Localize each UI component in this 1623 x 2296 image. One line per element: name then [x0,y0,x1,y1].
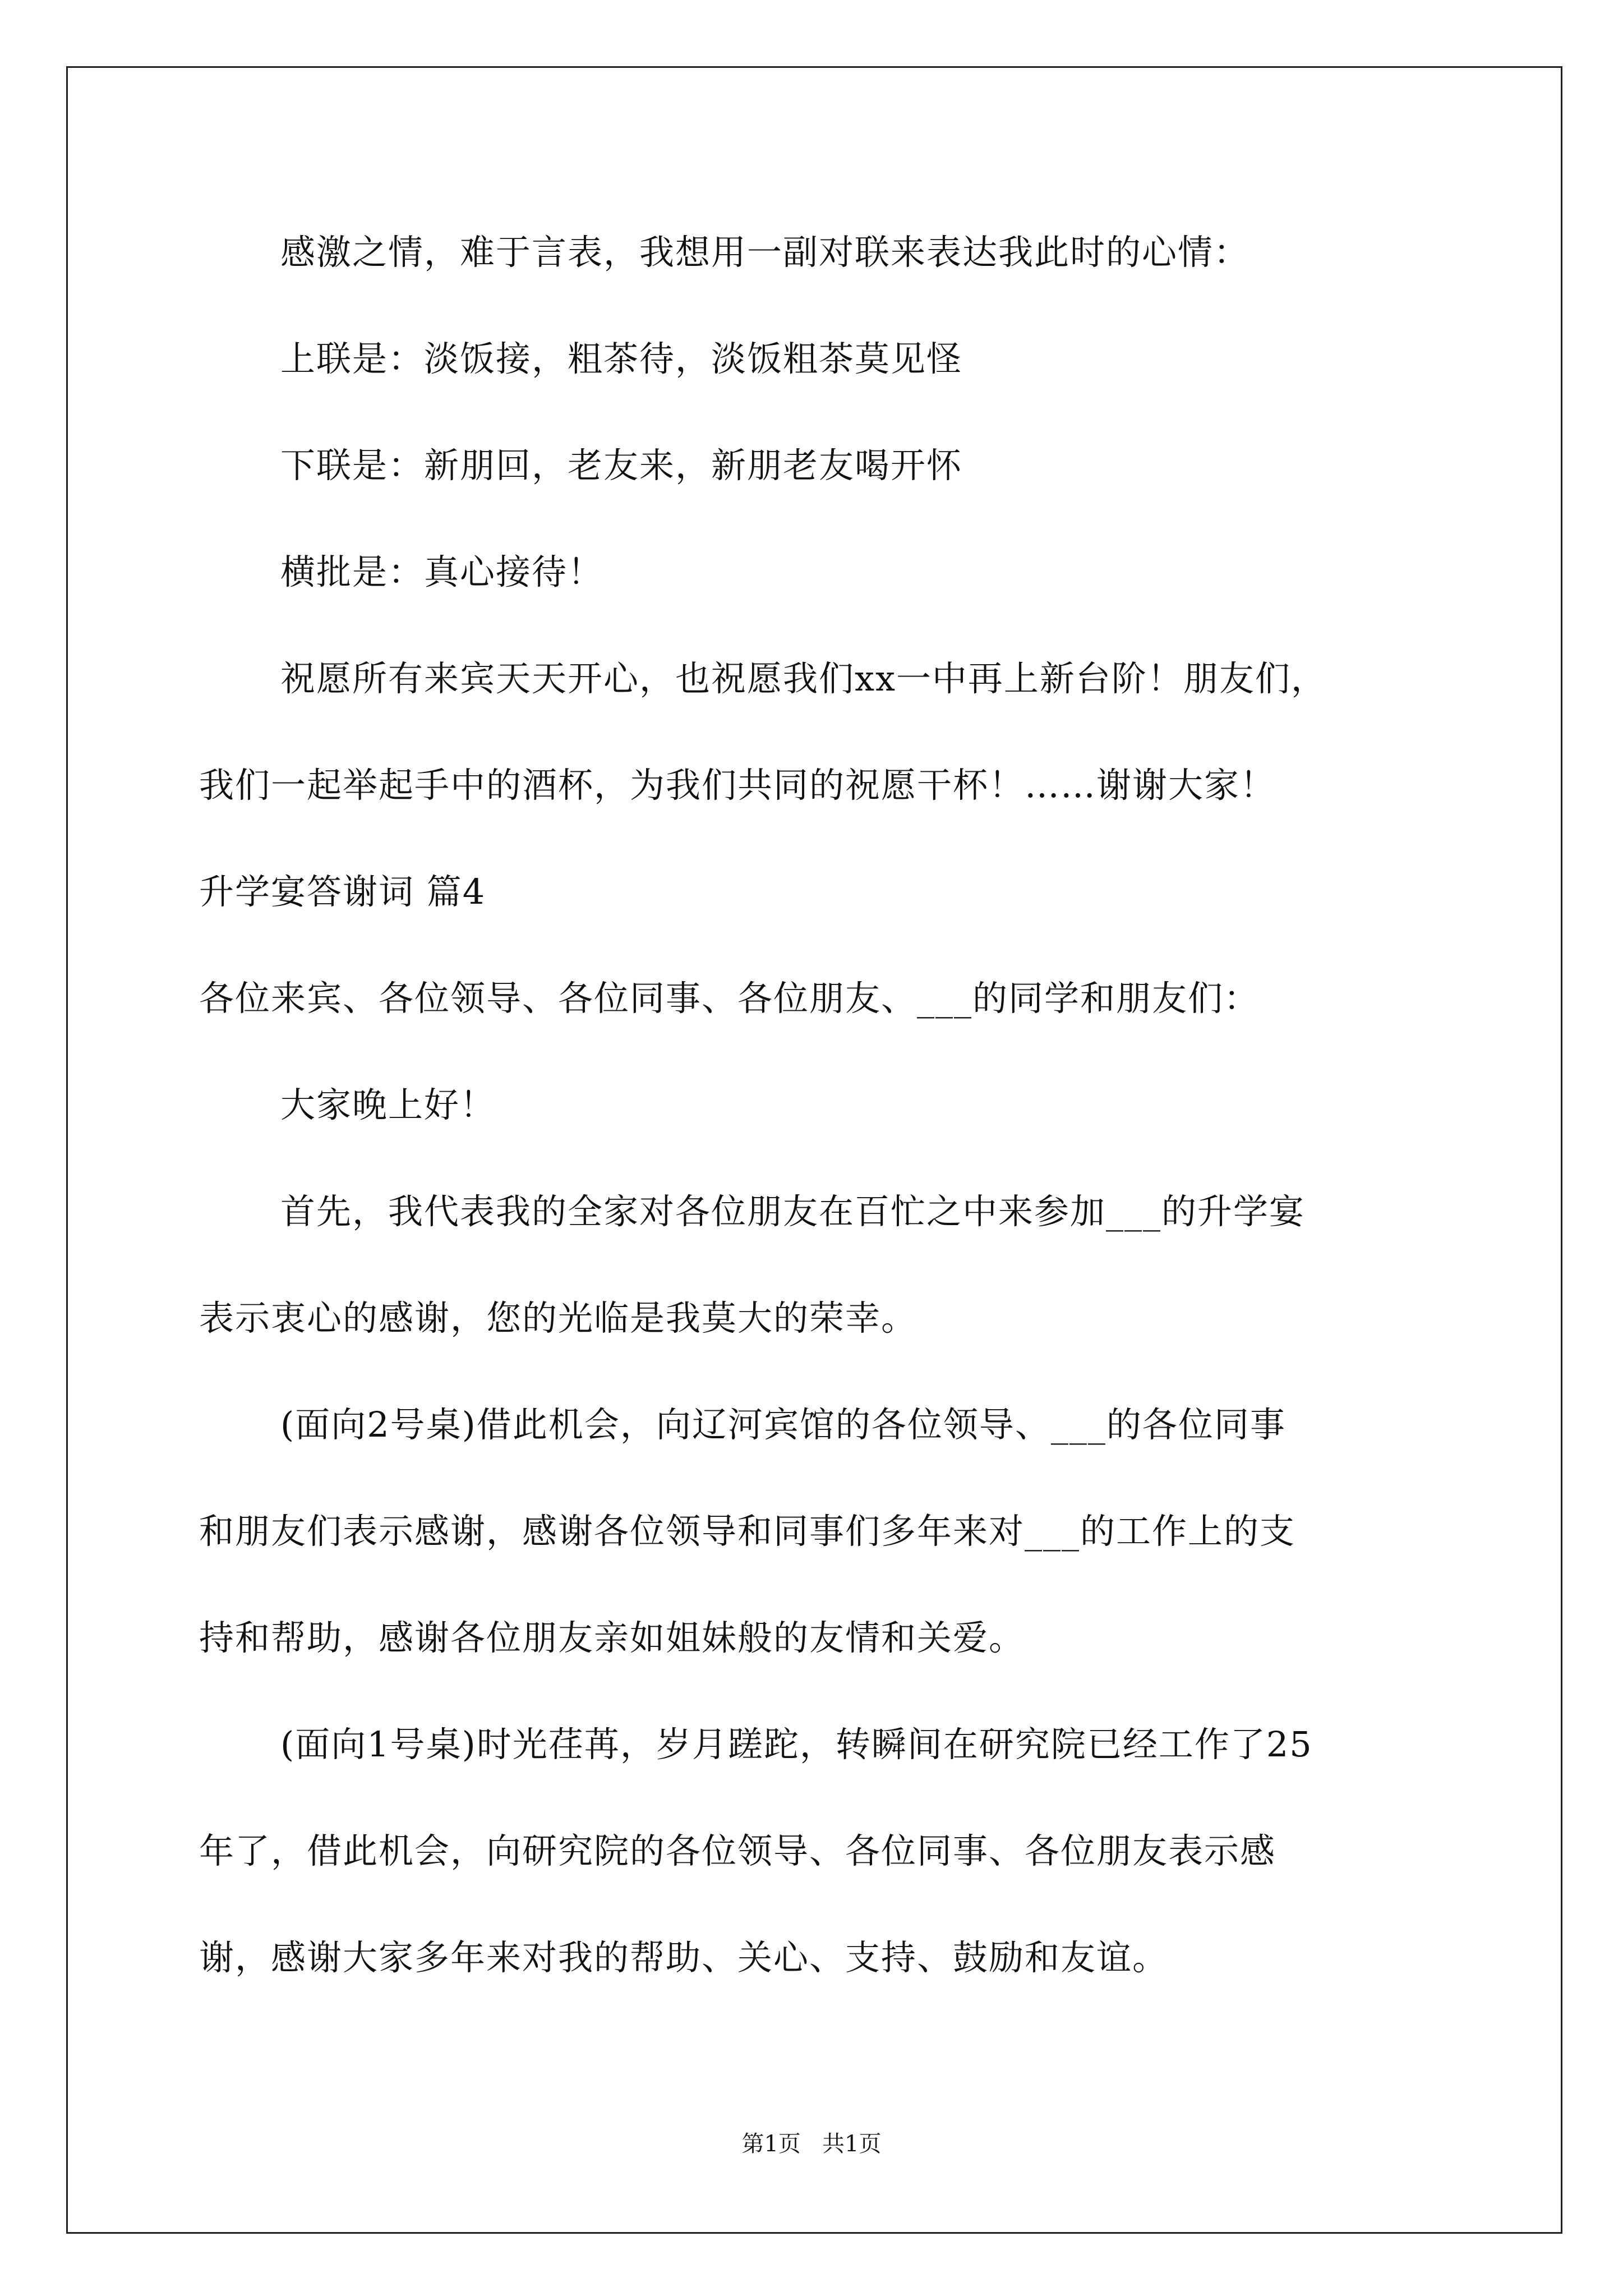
page-border [66,66,1562,2234]
paragraph-line-11: 表示衷心的感谢，您的光临是我莫大的荣幸。 [199,1297,917,1338]
paragraph-line-16: 年了，借此机会，向研究院的各位领导、各位同事、各位朋友表示感 [199,1830,1276,1871]
paragraph-line-3: 下联是：新朋回，老友来，新朋老友喝开怀 [280,445,963,486]
paragraph-line-4: 横批是：真心接待！ [280,551,604,592]
paragraph-line-15: (面向1号桌)时光荏苒，岁月蹉跎，转瞬间在研究院已经工作了25 [280,1724,1313,1765]
paragraph-line-17: 谢，感谢大家多年来对我的帮助、关心、支持、鼓励和友谊。 [199,1937,1169,1978]
paragraph-line-5: 祝愿所有来宾天天开心，也祝愿我们xx一中再上新台阶！朋友们， [280,658,1327,699]
paragraph-line-1: 感激之情，难于言表，我想用一副对联来表达我此时的心情： [280,232,1250,273]
paragraph-line-2: 上联是：淡饭接，粗茶待，淡饭粗茶莫见怪 [280,338,963,379]
salutation-line: 各位来宾、各位领导、各位同事、各位朋友、___的同学和朋友们： [199,978,1260,1019]
paragraph-line-12: (面向2号桌)借此机会，向辽河宾馆的各位领导、___的各位同事 [280,1404,1286,1445]
paragraph-line-13: 和朋友们表示感谢，感谢各位领导和同事们多年来对___的工作上的支 [199,1511,1296,1552]
paragraph-line-6: 我们一起举起手中的酒杯，为我们共同的祝愿干杯！……谢谢大家！ [199,765,1276,806]
greeting-line: 大家晚上好！ [280,1084,496,1125]
paragraph-line-10: 首先，我代表我的全家对各位朋友在百忙之中来参加___的升学宴 [280,1191,1306,1232]
page-footer: 第1页 共1页 [741,2131,882,2157]
section-heading: 升学宴答谢词 篇4 [199,871,486,912]
paragraph-line-14: 持和帮助，感谢各位朋友亲如姐妹般的友情和关爱。 [199,1617,1025,1658]
